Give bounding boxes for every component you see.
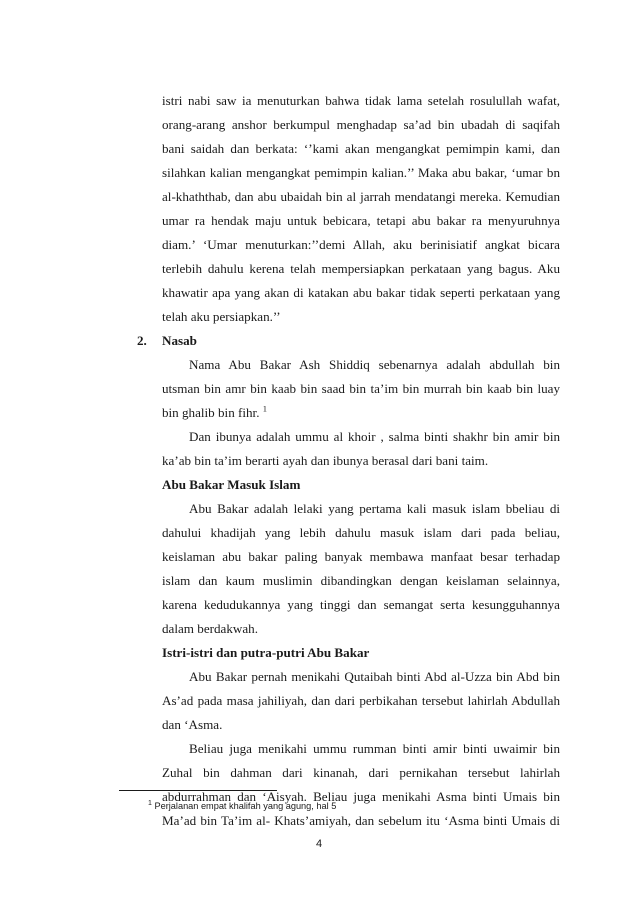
page-number: 4 xyxy=(315,838,323,850)
footnote xyxy=(148,800,336,812)
section-title: Nasab xyxy=(162,333,197,348)
body-line: silahkan kalian mengangkat pemimpin kalian.’’ Maka abu bakar, ‘umar bn xyxy=(162,165,560,180)
body-line: dan ‘Asma. xyxy=(162,717,223,732)
subheading: Istri-istri dan putra-putri Abu Bakar xyxy=(162,645,370,660)
subheading: Abu Bakar Masuk Islam xyxy=(162,477,301,492)
body-line: ka’ab bin ta’im berarti ayah dan ibunya berasal dari bani taim. xyxy=(162,453,489,468)
body-line: al-khaththab, dan abu ubaidah bin al jarrah mendatangi mereka. Kemudian xyxy=(162,189,560,204)
body-line: Abu Bakar adalah lelaki yang pertama kali masuk islam bbeliau di xyxy=(189,501,560,516)
body-line: orang-arang anshor berkumpul menghadap sa’ad bin ubadah di saqifah xyxy=(162,117,560,132)
section-number: 2. xyxy=(137,333,147,348)
body-line: abdurrahman dan ‘Aisyah. Beliau juga menikahi Asma binti Umais bin xyxy=(162,789,560,804)
body-line: keislaman abu bakar paling banyak membawa manfaat besar terhadap xyxy=(162,549,560,564)
body-line-text: bin ghalib bin fihr. xyxy=(162,405,260,420)
body-line: dalam berdakwah. xyxy=(162,621,258,636)
body-line: Beliau juga menikahi ummu rumman binti amir binti uwaimir bin xyxy=(189,741,560,756)
body-line: Dan ibunya adalah ummu al khoir , salma binti shakhr bin amir bin xyxy=(189,429,560,444)
body-line: karena kedudukannya yang tinggi dan semangat serta kesungguhannya xyxy=(162,597,560,612)
body-line: Nama Abu Bakar Ash Shiddiq sebenarnya adalah abdullah bin xyxy=(189,357,560,372)
footnote-text: Perjalanan empat khalifah yang agung, hal 5 xyxy=(154,801,337,811)
body-line: dahului khadijah yang lebih dahulu masuk islam dari pada beliau, xyxy=(162,525,560,540)
body-line: istri nabi saw ia menuturkan bahwa tidak lama setelah rosulullah wafat, xyxy=(162,93,560,108)
body-line: bani saidah dan berkata: ‘’kami akan mengangkat pemimpin kami, dan xyxy=(162,141,560,156)
body-line: khawatir apa yang akan di katakan abu bakar tidak seperti perkataan yang xyxy=(162,285,560,300)
body-line: Ma’ad bin Ta’im al- Khats’amiyah, dan sebelum itu ‘Asma binti Umais di xyxy=(162,813,560,828)
body-line: umar ra hendak maju untuk bebicara, tetapi abu bakar ra menyuruhnya xyxy=(162,213,560,228)
footnote-number: 1 xyxy=(148,799,152,807)
footnote-divider xyxy=(119,790,277,791)
body-line: utsman bin amr bin kaab bin saad bin ta’im bin murrah bin kaab bin luay xyxy=(162,381,560,396)
body-line: Abu Bakar pernah menikahi Qutaibah binti Abd al-Uzza bin Abd bin xyxy=(189,669,560,684)
body-line: islam dan kaum muslimin dibandingkan dengan keislaman selainnya, xyxy=(162,573,560,588)
body-line: As’ad pada masa jahiliyah, dan dari perbikahan tersebut lahirlah Abdullah xyxy=(162,693,560,708)
body-line: terlebih dahulu kerena telah mempersiapkan perkataan yang bagus. Aku xyxy=(162,261,560,276)
body-line: diam.’ ‘Umar menuturkan:’’demi Allah, aku berinisiatif angkat bicara xyxy=(162,237,560,252)
body-line: Zuhal bin dahman dari kinanah, dari pernikahan tersebut lahirlah xyxy=(162,765,560,780)
body-line: telah aku persiapkan.’’ xyxy=(162,309,281,324)
body-line xyxy=(162,405,267,421)
footnote-reference[interactable]: 1 xyxy=(262,403,267,414)
